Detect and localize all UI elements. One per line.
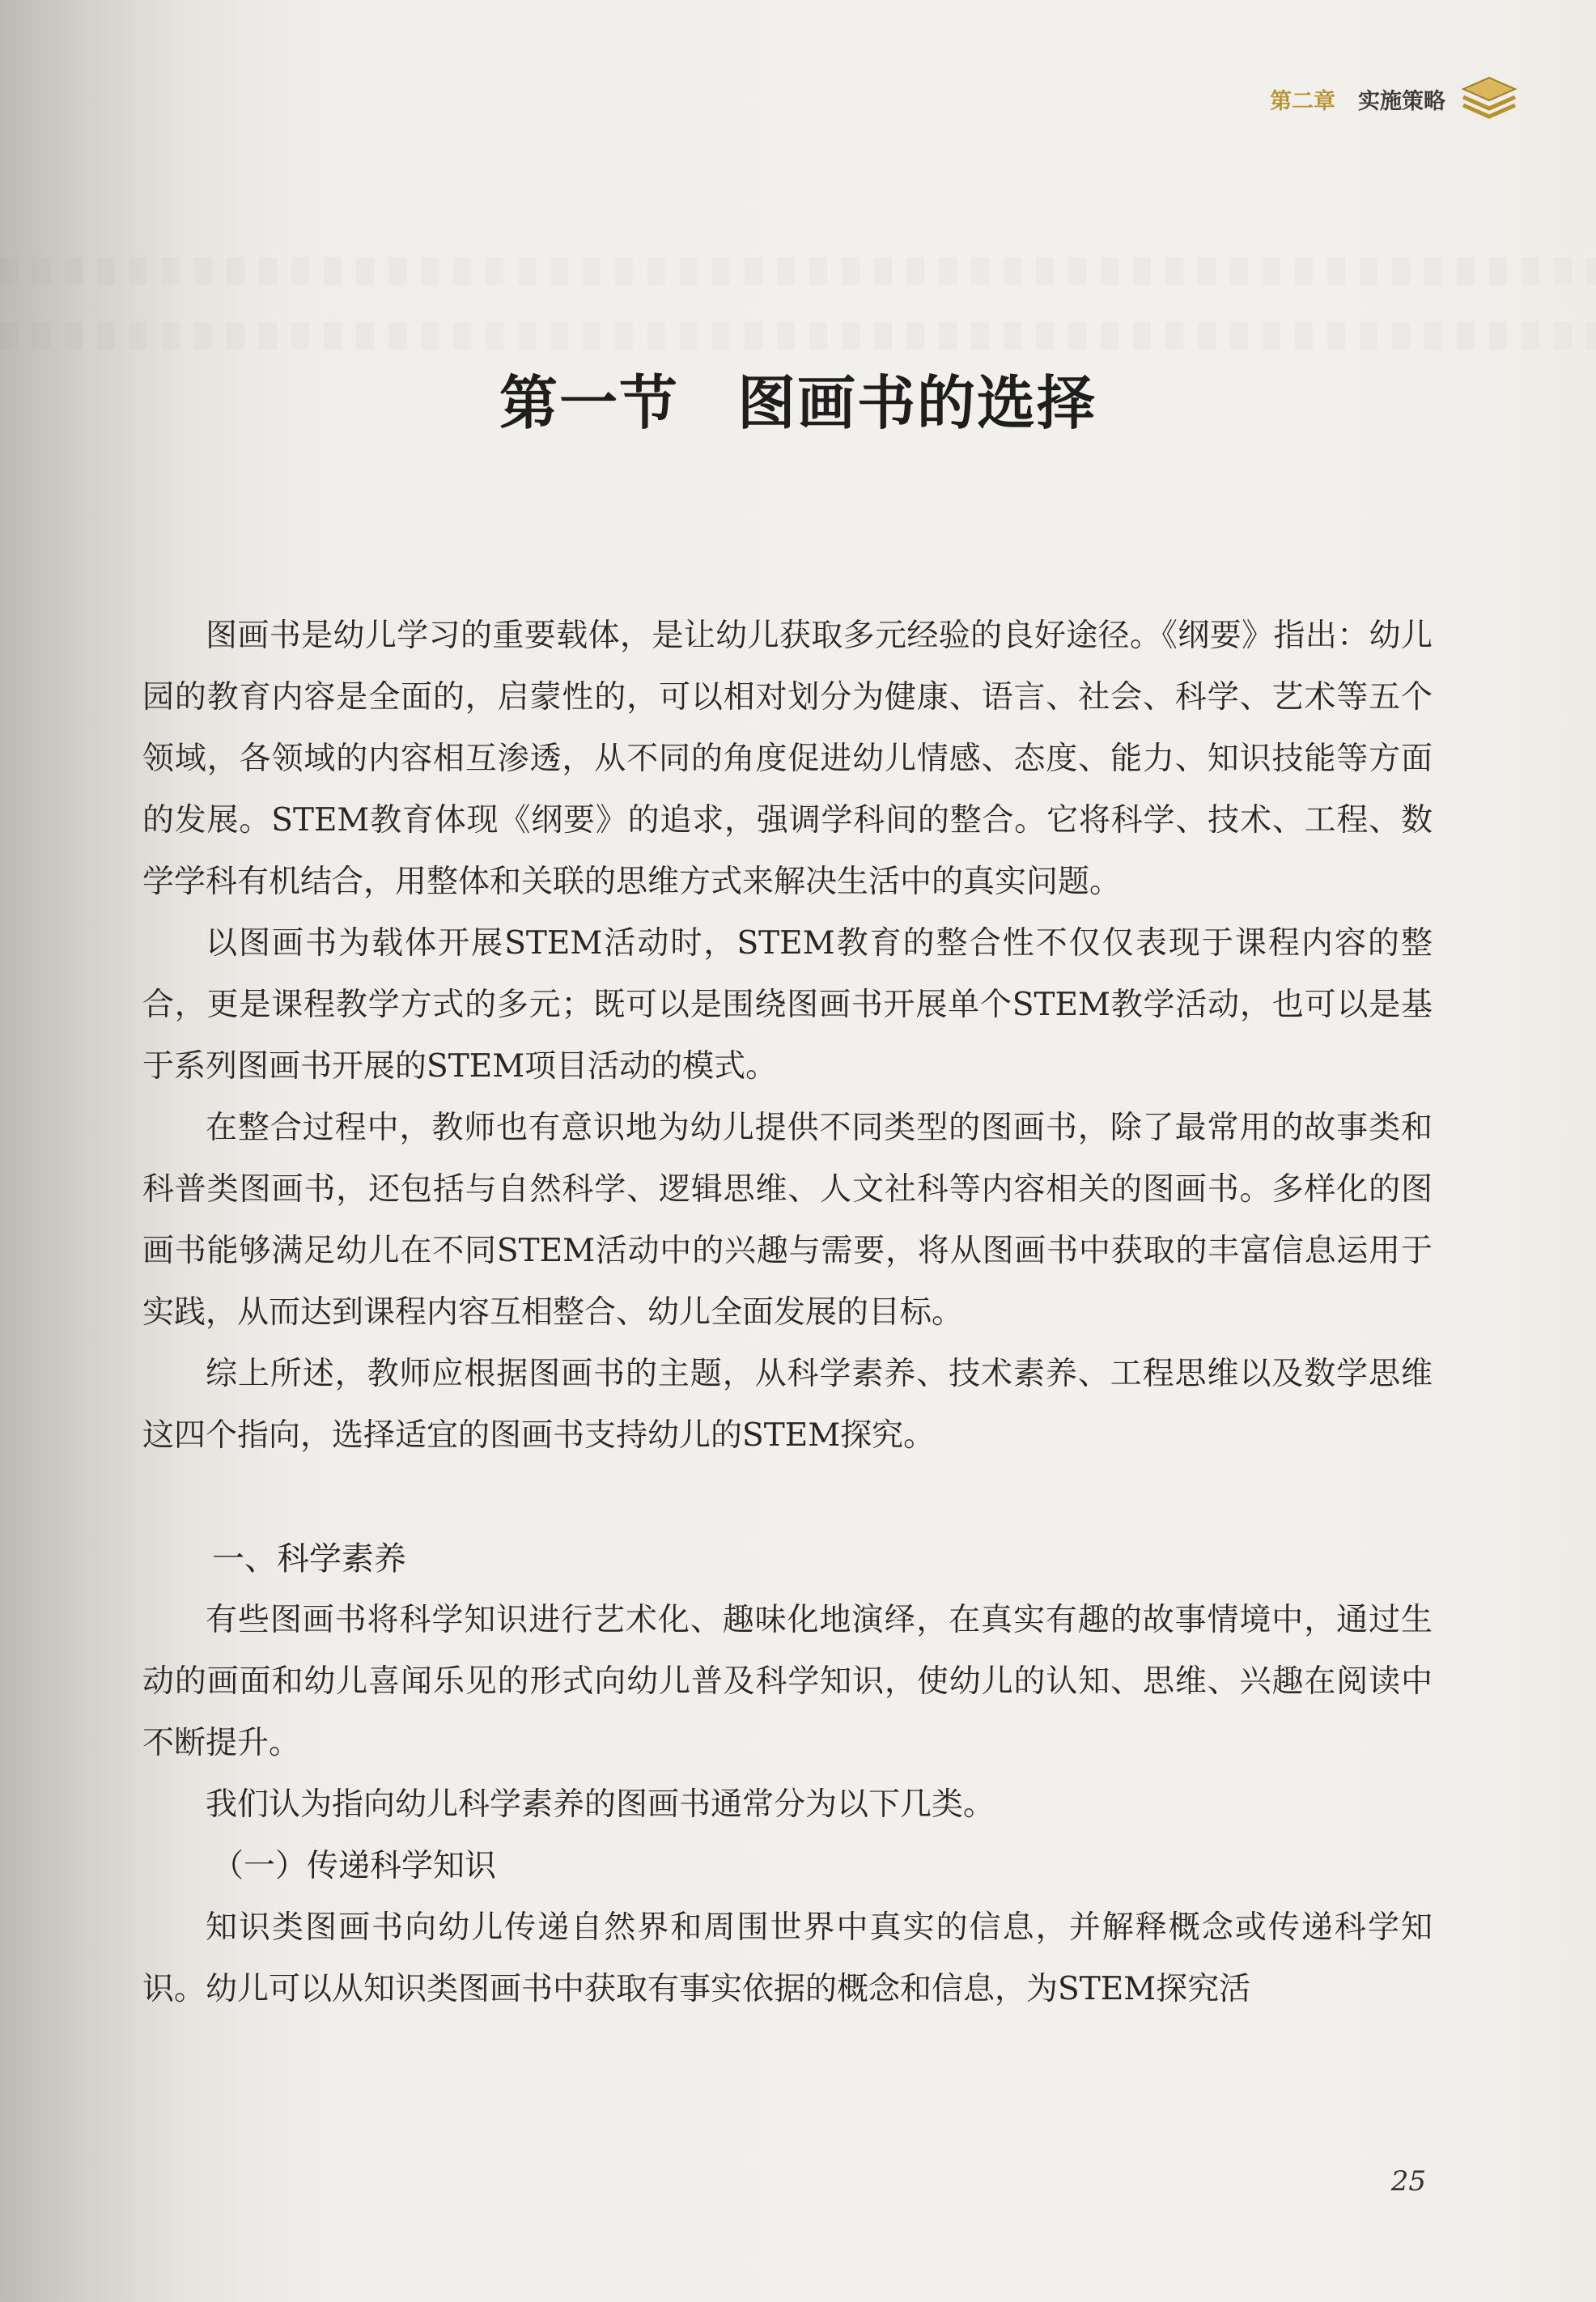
paragraph: 知识类图画书向幼儿传递自然界和周围世界中真实的信息，并解释概念或传递科学知识。幼儿可以从知识类图画书中获取有事实依据的概念和信息，为STEM探究活	[142, 1909, 1433, 2007]
paragraph: 综上所述，教师应根据图画书的主题，从科学素养、技术素养、工程思维以及数学思维这四个指向，选择适宜的图画书支持幼儿的STEM探究。	[142, 1356, 1433, 1454]
paragraph: 有些图画书将科学知识进行艺术化、趣味化地演绎，在真实有趣的故事情境中，通过生动的画面和幼儿喜闻乐见的形式向幼儿普及科学知识，使幼儿的认知、思维、兴趣在阅读中不断提升。	[142, 1602, 1433, 1761]
subsection-heading: 一、科学素养	[212, 1540, 406, 1578]
running-header	[1270, 74, 1518, 123]
body-text	[142, 605, 1433, 2020]
stacked-layers-icon	[1460, 74, 1518, 123]
chapter-label: 第二章	[1270, 88, 1335, 114]
paragraph: 我们认为指向幼儿科学素养的图画书通常分为以下几类。	[206, 1786, 995, 1823]
section-number: 第一节	[499, 369, 679, 437]
paragraph: 图画书是幼儿学习的重要载体，是让幼儿获取多元经验的良好途径。《纲要》指出：幼儿园的教育内容是全面的，启蒙性的，可以相对划分为健康、语言、社会、科学、艺术等五个领域，各领域的内容相互渗透，从不同的角度促进幼儿情感、态度、能力、知识技能等方面的发展。STEM教育体现《纲要》的追求，强调学科间的整合。它将科学、技术、工程、数学学科有机结合，用整体和关联的思维方式来解决生活中的真实问题。	[142, 618, 1433, 900]
chapter-subtitle: 实施策略	[1358, 88, 1445, 114]
page-number: 25	[1390, 2165, 1426, 2198]
paragraph: 以图画书为载体开展STEM活动时，STEM教育的整合性不仅仅表现于课程内容的整合，更是课程教学方式的多元；既可以是围绕图画书开展单个STEM教学活动，也可以是基于系列图画书开展的STEM项目活动的模式。	[142, 925, 1433, 1085]
sub-subsection-heading: （一）传递科学知识	[212, 1848, 497, 1884]
section-title	[0, 356, 1596, 440]
show-through-text	[0, 322, 1596, 350]
section-name: 图画书的选择	[737, 369, 1097, 437]
show-through-text	[0, 257, 1596, 285]
spacer	[142, 1467, 1433, 1528]
paragraph: 在整合过程中，教师也有意识地为幼儿提供不同类型的图画书，除了最常用的故事类和科普类图画书，还包括与自然科学、逻辑思维、人文社科等内容相关的图画书。多样化的图画书能够满足幼儿在不同STEM活动中的兴趣与需要，将从图画书中获取的丰富信息运用于实践，从而达到课程内容互相整合、幼儿全面发展的目标。	[142, 1110, 1433, 1331]
